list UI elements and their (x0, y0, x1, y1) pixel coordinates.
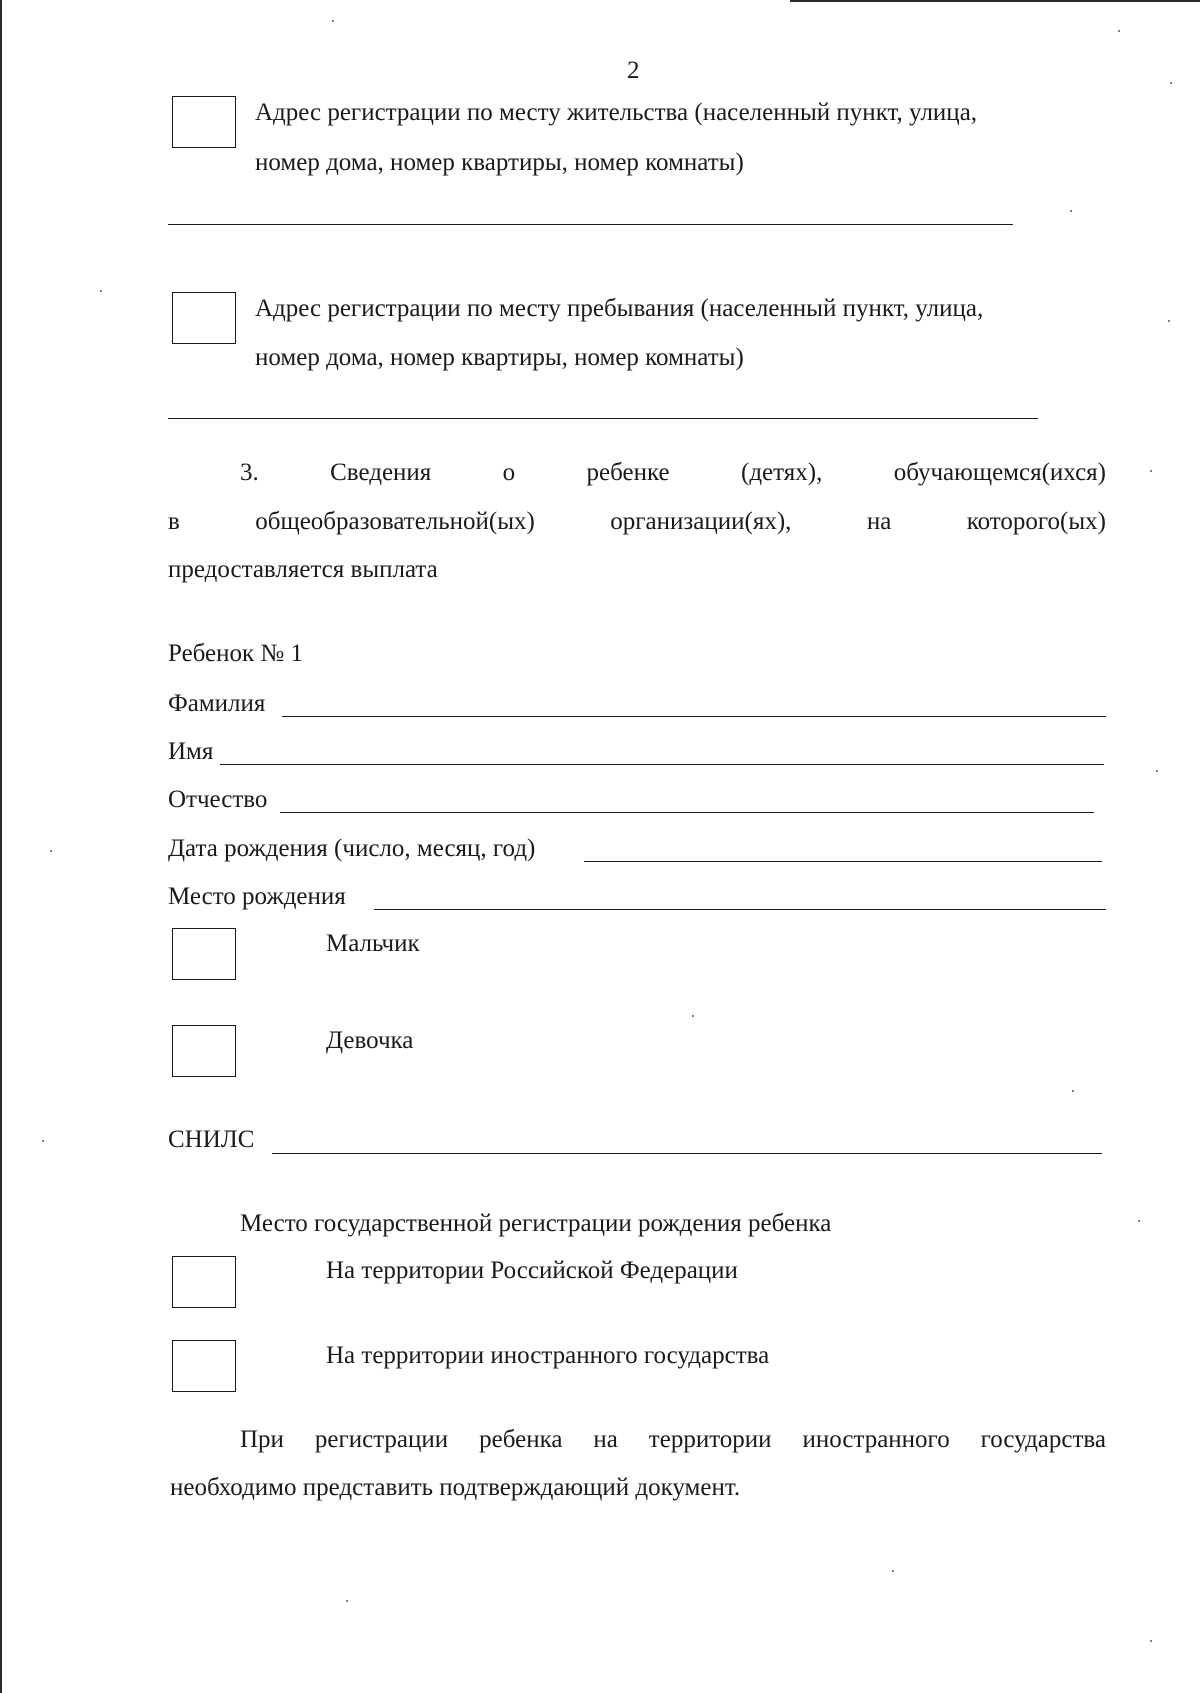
section3-line1: 3. Сведения о ребенке (детях), обучающемся(ихся) (240, 459, 1106, 486)
stay-address-field[interactable] (168, 418, 1038, 419)
scan-top-edge (790, 0, 1200, 2)
note-line1: При регистрации ребенка на территории иностранного государства (240, 1426, 1106, 1453)
residence-address-label-line2: номер дома, номер квартиры, номер комнаты) (255, 149, 744, 176)
gender-boy-label: Мальчик (326, 930, 420, 957)
page-number: 2 (627, 57, 640, 84)
snils-field[interactable] (272, 1153, 1102, 1154)
stay-address-checkbox[interactable] (172, 292, 236, 344)
scan-speck (1118, 30, 1120, 32)
scan-speck (692, 1015, 694, 1017)
scan-speck (1168, 320, 1170, 322)
snils-label: СНИЛС (168, 1126, 255, 1153)
name-field[interactable] (220, 764, 1104, 765)
surname-field[interactable] (282, 716, 1106, 717)
registration-russia-label: На территории Российской Федерации (326, 1257, 738, 1284)
scan-speck (50, 850, 52, 852)
section3-line2: в общеобразовательной(ых) организации(ях), на которого(ых) (168, 508, 1106, 535)
gender-girl-checkbox[interactable] (172, 1025, 236, 1077)
scan-speck (1072, 1090, 1074, 1092)
scan-speck (892, 1570, 894, 1572)
registration-foreign-label: На территории иностранного государства (326, 1342, 770, 1369)
scan-left-edge (0, 0, 2, 1693)
scan-speck (332, 20, 334, 22)
scan-speck (1138, 1220, 1140, 1222)
scan-speck (1150, 470, 1152, 472)
registration-foreign-checkbox[interactable] (172, 1340, 236, 1392)
surname-label: Фамилия (168, 690, 266, 717)
patronymic-field[interactable] (280, 812, 1094, 813)
scan-speck (1170, 82, 1172, 84)
patronymic-label: Отчество (168, 786, 268, 813)
residence-address-label-line1: Адрес регистрации по месту жительства (населенный пункт, улица, (255, 99, 978, 126)
birth-date-label: Дата рождения (число, месяц, год) (168, 835, 536, 862)
registration-place-heading: Место государственной регистрации рождения ребенка (240, 1210, 832, 1237)
stay-address-label-line2: номер дома, номер квартиры, номер комнаты) (255, 344, 744, 371)
note-line2: необходимо представить подтверждающий документ. (170, 1474, 741, 1501)
name-label: Имя (168, 738, 214, 765)
scan-speck (100, 290, 102, 292)
scan-speck (1070, 210, 1072, 212)
birth-place-field[interactable] (374, 909, 1106, 910)
gender-boy-checkbox[interactable] (172, 928, 236, 980)
residence-address-checkbox[interactable] (172, 96, 236, 148)
registration-russia-checkbox[interactable] (172, 1256, 236, 1308)
section3-line3: предоставляется выплата (168, 556, 438, 583)
gender-girl-label: Девочка (326, 1027, 414, 1054)
birth-place-label: Место рождения (168, 883, 346, 910)
scan-speck (1150, 1640, 1152, 1642)
birth-date-field[interactable] (584, 861, 1102, 862)
residence-address-field[interactable] (168, 224, 1013, 225)
child-heading: Ребенок № 1 (168, 640, 304, 667)
scan-speck (42, 1140, 44, 1142)
scan-speck (346, 1600, 348, 1602)
stay-address-label-line1: Адрес регистрации по месту пребывания (населенный пункт, улица, (255, 295, 984, 322)
scan-speck (1156, 770, 1158, 772)
